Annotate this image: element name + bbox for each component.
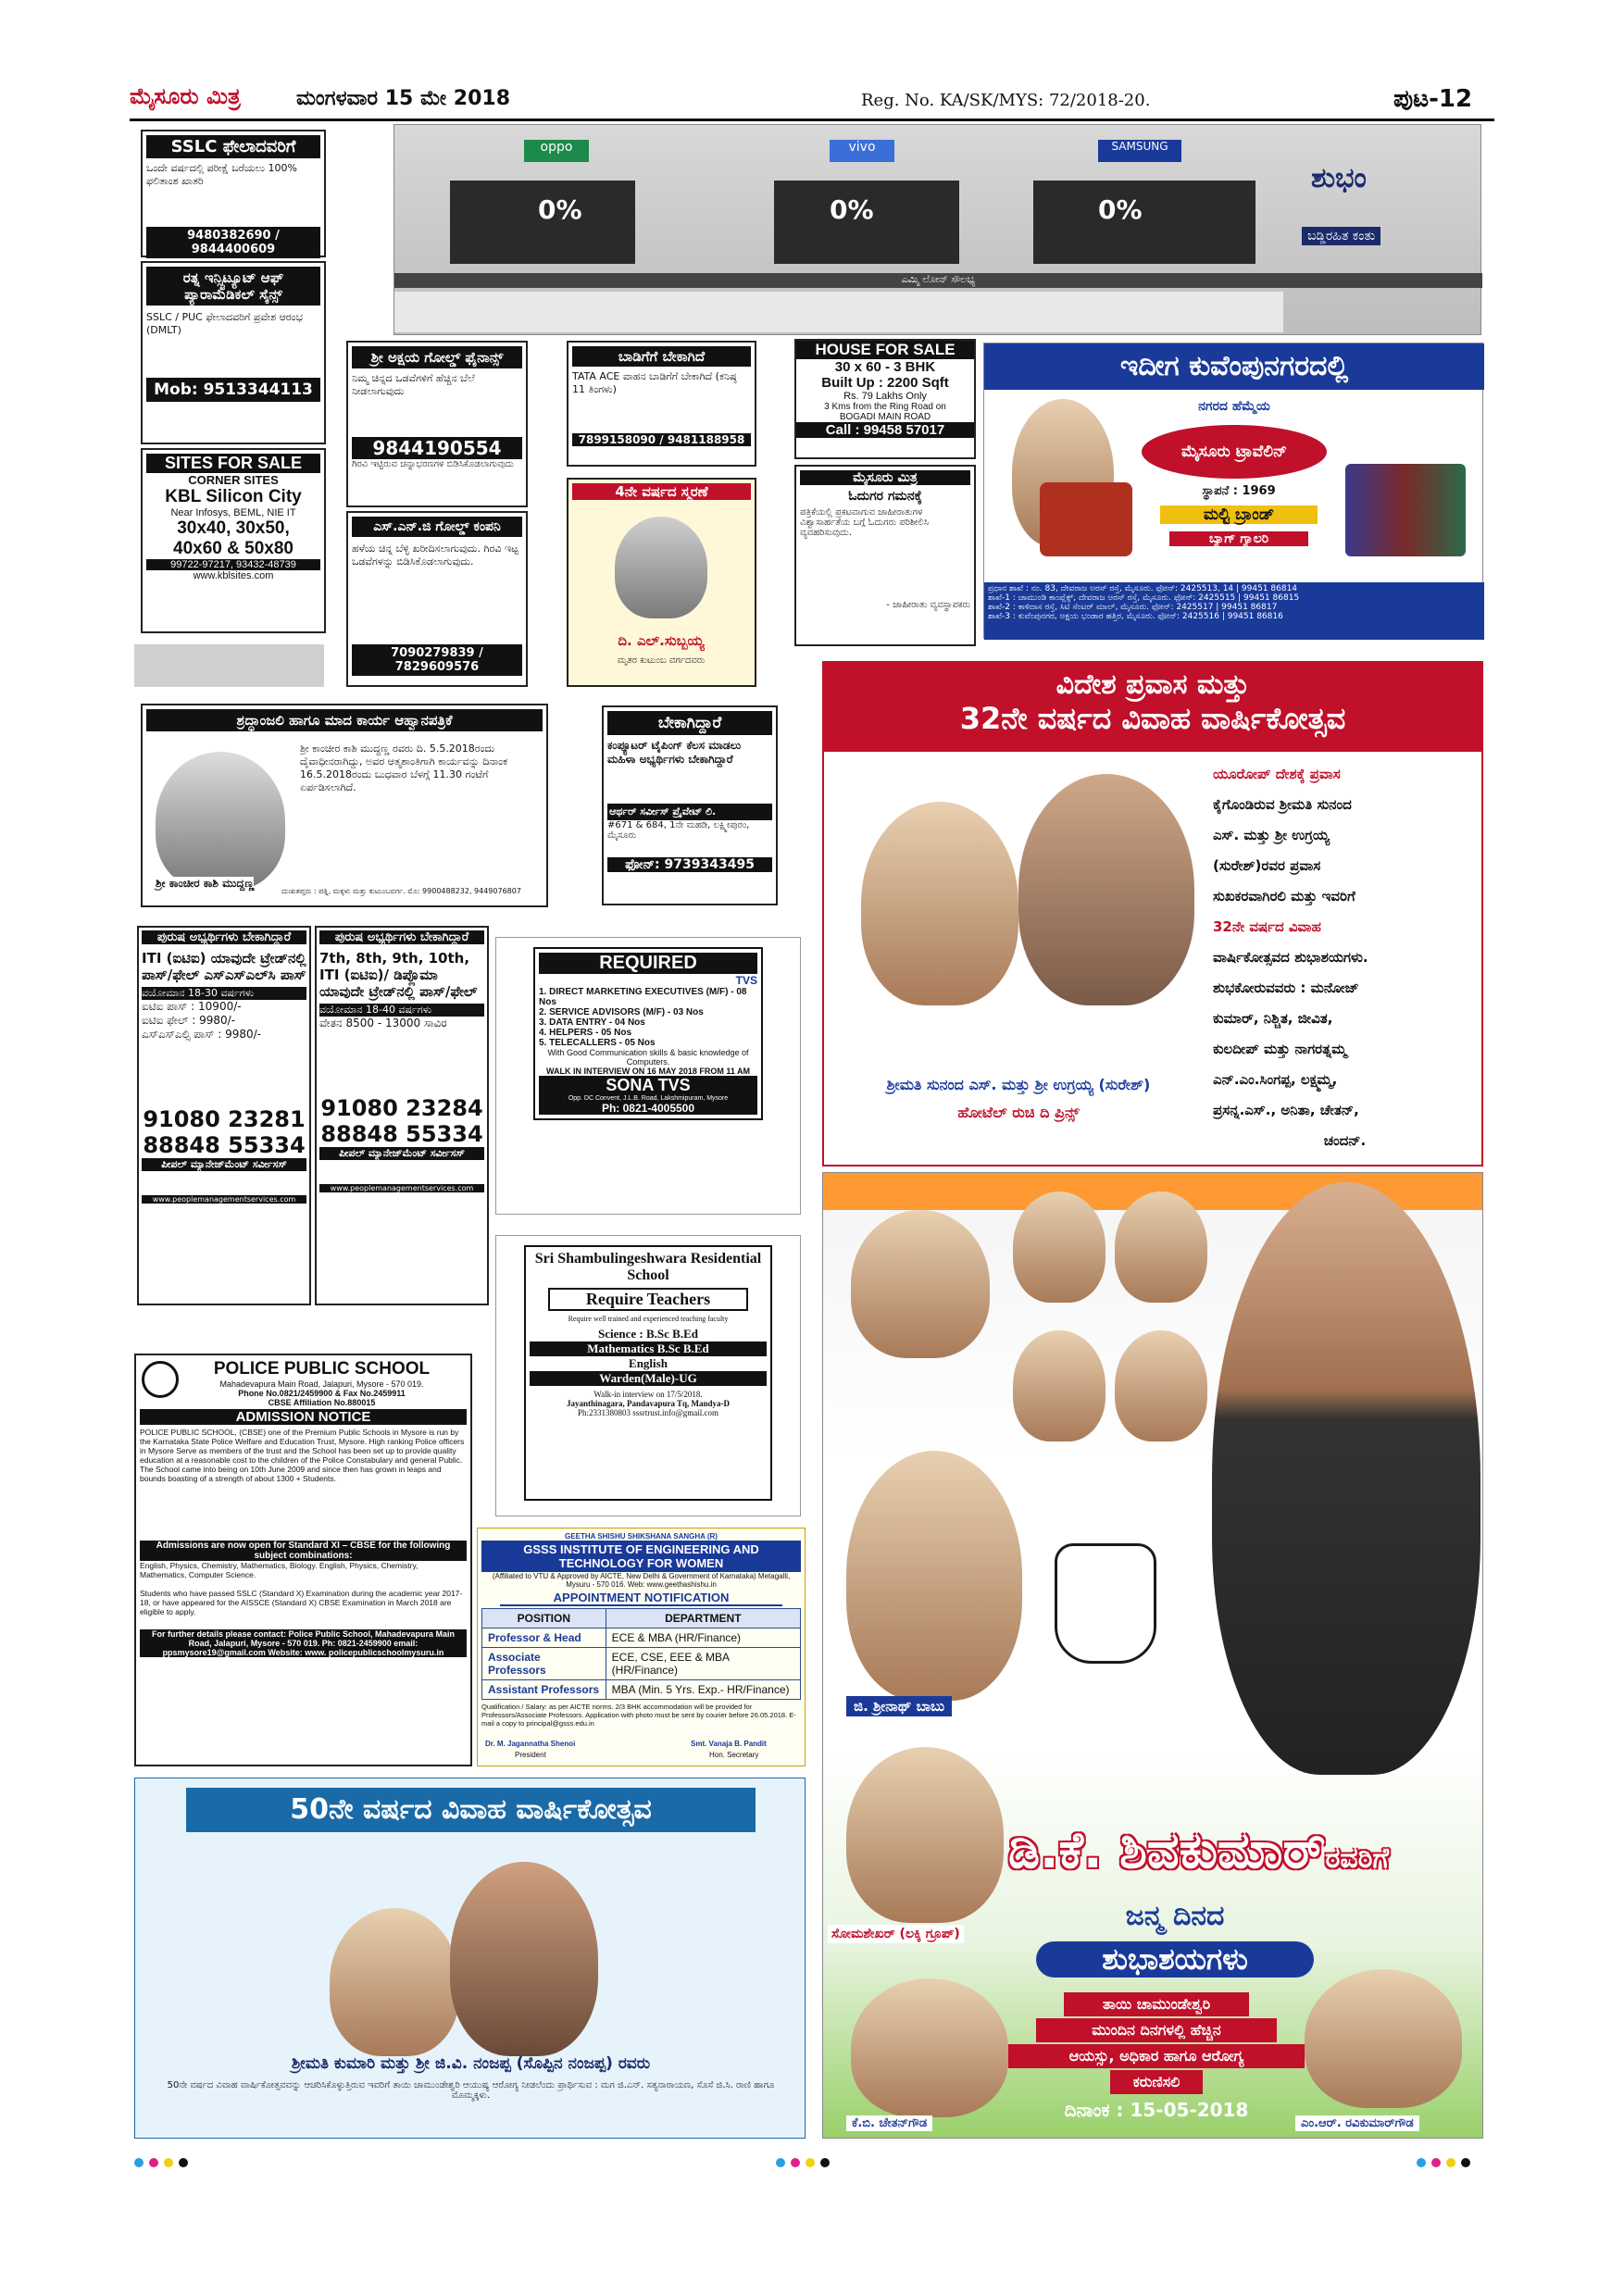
house-ad [794,339,976,459]
iti1-salary-3: ಎಸ್ಎಸ್ಎಲ್ಸಿ ಪಾಸ್ : 9980/- [142,1028,262,1041]
sites-phone: 99722-97217, 93432-48739 [146,559,320,570]
gsss-title: GSSS INSTITUTE OF ENGINEERING AND TECHNOLOGY FOR WOMEN [481,1541,801,1572]
sslc-phone: 9480382690 / 9844400609 [146,227,320,258]
tvs-note: With Good Communication skills & basic knowledge of Computers. [547,1048,749,1067]
anniv32-title: ವಿದೇಶ ಪ್ರವಾಸ ಮತ್ತು [1056,668,1250,701]
akshaya-body: ನಿಮ್ಮ ಚಿನ್ನದ ಒಡವೆಗಳಿಗೆ ಹೆಚ್ಚಿನ ಬೆಲೆ ನೀಡಲಾಗುವುದು [352,372,475,397]
leader-photo-4 [1013,1330,1106,1441]
gsss-department: MBA (Min. 5 Yrs. Exp.- HR/Finance) [606,1680,800,1700]
tvs-walkin: WALK IN INTERVIEW ON 16 MAY 2018 FROM 11 AM [545,1067,751,1076]
registration-dots-center [776,2153,835,2171]
anniv32-line: ಯೂರೋಪ್ ದೇಶಕ್ಕೆ ಪ್ರವಾಸ [1213,766,1341,782]
reader-notice [794,465,976,646]
gsss-department: ECE, CSE, EEE & MBA (HR/Finance) [606,1648,800,1680]
gsss-trust: GEETHA SHISHU SHIKSHANA SANGHA (R) [565,1532,718,1541]
ripm-mobile: Mob: 9513344113 [146,378,320,402]
gsss-president-title: President [515,1751,546,1759]
shambu-walkin: Walk-in interview on 17/5/2018. [593,1390,703,1399]
ravikumar-photo [1305,1969,1462,2108]
anniv32-line: ವಾರ್ಷಿಕೋತ್ಸವದ ಶುಭಾಶಯಗಳು. [1213,949,1368,966]
police-title: POLICE PUBLIC SCHOOL [213,1359,431,1379]
iti-ad-1 [137,926,311,1305]
dks-title [1008,1821,1471,1880]
leader-photo-1 [851,1210,990,1358]
wife-photo [861,802,1018,1005]
shambu-address: Jayanthinagara, Pandavapura Tq, Mandya-D [566,1399,731,1408]
banner-strip: ಎಮ್ಮಿ ಲೋನ್ ಸೌಲಭ್ಯ [394,273,1482,288]
police-admissions: Admissions are now open for Standard XI – CBSE for the following subject combinations: [140,1541,467,1561]
anniv32-header [824,663,1481,752]
anniv50-husband-photo [450,1862,598,2056]
mobile-banner [394,124,1481,335]
dks-blessing [1008,1992,1305,2096]
rent-title: ಬಾಡಿಗೆಗೆ ಬೇಕಾಗಿದೆ [572,346,751,367]
gsss-col-department: DEPARTMENT [606,1609,800,1628]
anniv50-body: 50ನೇ ವರ್ಷದ ವಿವಾಹ ವಾರ್ಷಿಕೋತ್ಸವವನ್ನು ಆಚರಿಸಿಕೊಳ್ಳುತ್ತಿರುವ ಇವರಿಗೆ ತಾಯಿ ಚಾಮುಂಡೇಶ್ವರಿ ಆಯುಷ್ಯ ಆರೋಗ್ಯ ನೀಡಲೆಂದು ಪ್ರಾರ್ಥಿಸುವ : ಮಗ ಜಿ.ಎನ್. ಸತ್ಯನಾರಾಯಣ, ಸೊಸೆ ಜಿ.ಸಿ. ರಾಣಿ ಹಾಗೂ ಮೊಮ್ಮಕ್ಕಳು. [167,2080,775,2101]
shraddhanjali-name: ಶ್ರೀ ಕಾಂಚೀರ ಕಾಶಿ ಮುದ್ದಣ್ಣ [156,877,255,890]
kuvempu-ad [983,343,1483,639]
kuvempu-logo: ಮೈಸೂರು ಟ್ರಾವೆಲಿನ್ [1142,425,1327,479]
iti1-salary-1: ಐಟಿಐ ಪಾಸ್ : 10900/- [142,1000,242,1013]
shraddhanjali-title: ಶ್ರದ್ಧಾಂಜಲಿ ಹಾಗೂ ಮಾದ ಕಾರ್ಯ ಆಹ್ವಾನಪತ್ರಿಕೆ [146,709,543,731]
anniv32-ad [822,661,1483,1167]
iti1-body: ITI (ಐಟಿಐ) ಯಾವುದೇ ಟ್ರೇಡ್‌ನಲ್ಲಿ ಪಾಸ್/ಫೇಲ್ ಎಸ್‌ಎಸ್‌ಎಲ್‌ಸಿ ಪಾಸ್ [142,950,306,983]
srinath-photo [846,1451,1022,1701]
gsss-affiliation: (Affiliated to VTU & Approved by AICTE, New Delhi & Government of Karnataka) Metagalli, Mysuru - 570 016. Web: www.geethashishu.in [492,1572,791,1589]
anniv50-caption: ಶ್ರೀಮತಿ ಕುಮಾರಿ ಮತ್ತು ಶ್ರೀ ಜಿ.ವಿ. ನಂಜಪ್ಪ (ಸೊಪ್ಪಿನ ನಂಜಪ್ಪ) ರವರು [291,2054,651,2073]
anniv32-message [1213,759,1477,1156]
police-eligibility: Students who have passed SSLC (Standard X) Examination during the academic year 2017-18, or have appeared for the AISSCE (Standard X) CBSE Examination in March 2018 are eligible to apply. [140,1589,463,1616]
tvs-item: 3. DATA ENTRY - 04 Nos [539,1017,645,1028]
shambu-ad [495,1235,801,1516]
brand-vivo-label: vivo [848,140,876,155]
akshaya-phone: 9844190554 [352,437,522,459]
sslc-body: ಒಂದೇ ವರ್ಷದಲ್ಲಿ ಪರೀಕ್ಷೆ ಬರೆಯಲು 100% ಫಲಿತಾಂಶ ಖಾತರಿ [146,162,297,187]
chetan-photo [851,1978,1008,2117]
gsss-qualification: Qualification / Salary: as per AICTE norms. 2/3 BHK accommodation will be provided for Professors/Associate Professors. Application with photo must be sent by courier before 26.05.2018. E-mail a copy to principal@gsss.edu.in [481,1703,796,1728]
kuvempu-address-4: ಶಾಖೆ-3 : ಕುವೆಂಪುನಗರ, ಅಕ್ಷಯ ಭಂಡಾರ ಹತ್ತಿರ, ಮೈಸೂರು. ಫೋನ್: 2425516 | 99451 86816 [988,612,1283,621]
sng-phone: 7090279839 / 7829609576 [352,644,522,676]
husband-photo [1018,774,1194,1005]
sites-title: SITES FOR SALE [146,454,320,473]
notice-sub: ಓದುಗರ ಗಮನಕ್ಕೆ [848,489,922,504]
gsss-ad [477,1528,806,1766]
ripm-body: SSLC / PUC ಫೇಲಾದವರಿಗೆ ಪ್ರವೇಶ ಆರಂಭ (DMLT) [146,311,304,336]
registration-dots-left [134,2153,194,2171]
iti1-phone-1: 91080 23281 [143,1106,306,1132]
iti1-phone-2: 88848 55334 [143,1132,306,1158]
anniv32-line: ಸುಖಕರವಾಗಿರಲಿ ಮತ್ತು ಇವರಿಗೆ [1213,888,1355,905]
dks-line: ಆಯಸ್ಸು, ಅಧಿಕಾರ ಹಾಗೂ ಆರೋಗ್ಯ [1008,2044,1305,2068]
dks-name-somashekar: ಸೋಮಶೇಖರ್ (ಲಕ್ಕಿ ಗ್ರೂಪ್) [828,1925,964,1943]
ripm-title: ರತ್ನ ಇನ್ಸ್ಟಿಟ್ಯೂಟ್ ಆಫ್ ಪ್ಯಾರಾಮೆಡಿಕಲ್ ಸೈನ್ಸ್ [146,267,320,306]
brand-vivo [830,140,894,162]
house-line-2: Built Up : 2200 Sqft [821,375,949,391]
wanted-ad [602,705,778,905]
sites-name: KBL Silicon City [165,487,302,506]
shraddhanjali-ad [141,704,548,907]
dks-date: ದಿನಾಂಕ : 15-05-2018 [1064,2099,1249,2121]
grey-filler [134,644,324,687]
header-rule [130,119,1494,121]
rent-ad [567,341,756,467]
iti2-age: ವಯೋಮಾನ 18-40 ವರ್ಷಗಳು [319,1004,484,1017]
gsss-position: Associate Professors [482,1648,606,1680]
shambu-post: Warden(Male)-UG [530,1371,767,1386]
leader-photo-5 [1115,1330,1207,1441]
gsss-col-position: POSITION [482,1609,606,1628]
sites-size-2: 40x60 & 50x80 [173,539,294,558]
anniv32-line: (ಸುರೇಶ್)ರವರ ಪ್ರವಾಸ [1213,857,1321,874]
police-school-ad [134,1354,472,1766]
police-notice: ADMISSION NOTICE [140,1409,467,1425]
offer-3: 0% [1098,194,1143,225]
police-body: POLICE PUBLIC SCHOOL, (CBSE) one of the Premium Public Schools in Mysore is run by the Karnataka State Police Welfare and Education Trust, Mysore. High ranking Police officers in Mysore Serve as members of the trust and the School has been set up to provide quality education at a reasonable cost to the children of the Police Constabulary and general Public. The School came into being on 10th June 2009 and since then has grown in leaps and bounds boasting of a strength of about 1300 + Students. [140,1428,465,1483]
anniv32-caption-2: ಹೋಟೆಲ್ ರುಚಿ ದಿ ಪ್ರಿನ್ಸ್ [957,1104,1080,1121]
iti2-web: www.peoplemanagementservices.com [319,1184,484,1192]
akshaya-sub: ಗಿರವಿ ಇಟ್ಟಿರುವ ಚಿನ್ನಾಭರಣಗಳ ಬಿಡಿಸಿಕೊಡಲಾಗುವುದು [352,459,514,469]
wanted-address: #671 & 684, 1ನೇ ಮಹಡಿ, ಲಕ್ಷ್ಮೀಪುರಂ, ಮೈಸೂರು [607,820,750,841]
dks-title-name: ಡಿ.ಕೆ. ಶಿವಕುಮಾರ್ [1008,1821,1326,1879]
notice-sign: - ಜಾಹೀರಾತು ವ್ಯವಸ್ಥಾಪಕರು [886,600,970,610]
sites-sub: CORNER SITES [188,473,279,487]
offer-2: 0% [830,194,874,225]
kuvempu-brand: ಮಲ್ಟಿ ಬ್ರಾಂಡ್ [1160,505,1318,524]
police-phone: Phone No.0821/2459900 & Fax No.2459911 [238,1389,406,1398]
iti1-title: ಪುರುಷ ಅಭ್ಯರ್ಥಿಗಳು ಬೇಕಾಗಿದ್ದಾರೆ [142,930,306,944]
handbag-image [1040,482,1132,556]
dks-wish-1: ಜನ್ಮ ದಿನದ [1125,1900,1225,1932]
brand-samsung-label: SAMSUNG [1111,140,1168,153]
iti2-title: ಪುರುಷ ಅಭ್ಯರ್ಥಿಗಳು ಬೇಕಾಗಿದ್ದಾರೆ [319,930,484,944]
shop-logo: ಶುಭಂ [1311,162,1367,194]
police-subjects: English, Physics, Chemistry, Mathematics, Biology. English, Physics, Chemistry, Mathematics, Computer Science. [140,1561,418,1579]
smarana-photo [615,517,707,618]
iti1-company: ಪೀಪಲ್ ಮ್ಯಾನೇಜ್‌ಮೆಂಟ್ ಸರ್ವೀಸಸ್ [142,1158,306,1171]
house-line-4: 3 Kms from the Ring Road on [824,402,946,412]
table-row [482,1628,801,1648]
anniv32-line: ಶುಭಕೋರುವವರು : ಮನೋಜ್ [1213,980,1359,996]
shambu-post: Mathematics B.Sc B.Ed [530,1341,767,1356]
tvs-ad [495,937,801,1215]
iti1-salary-2: ಐಟಿಐ ಫೇಲ್ : 9980/- [142,1014,236,1027]
shambu-phone: Ph:2331380803 sssrtrust.info@gmail.com [577,1408,719,1417]
anniv32-caption: ಶ್ರೀಮತಿ ಸುನಂದ ಎಸ್. ಮತ್ತು ಶ್ರೀ ಉಗ್ರಯ್ಯ (ಸುರೇಶ್) [886,1076,1151,1093]
dks-line: ಮುಂದಿನ ದಿನಗಳಲ್ಲಿ ಹೆಚ್ಚಿನ [1036,2018,1277,2042]
kuvempu-tag: ನಗರದ ಹೆಮ್ಮೆಯ [1198,399,1270,414]
anniv50-wife-photo [330,1908,459,2056]
iti1-web: www.peoplemanagementservices.com [142,1195,306,1204]
emi-note: ಬಡ್ಡಿರಹಿತ ಕಂತು [1302,227,1380,245]
kuvempu-title: ಇದೀಗ ಕುವೆಂಪುನಗರದಲ್ಲಿ [984,343,1484,390]
house-title: HOUSE FOR SALE [796,341,974,359]
dks-main-photo [1212,1182,1480,1775]
dks-ad [822,1172,1483,2139]
dks-title-suffix: ರವರಿಗೆ [1325,1842,1389,1875]
leader-photo-3 [1115,1192,1207,1303]
gsss-president: Dr. M. Jagannatha Shenoi [485,1740,576,1748]
wanted-title: ಬೇಕಾಗಿದ್ದಾರೆ [607,711,772,735]
luggage-image [1345,464,1466,556]
shambu-title: Sri Shambulingeshwara Residential School [534,1251,762,1283]
house-line-5: BOGADI MAIN ROAD [839,412,931,422]
smarana-title: 4ನೇ ವರ್ಷದ ಸ್ಮರಣೆ [572,483,751,500]
gsss-notice: APPOINTMENT NOTIFICATION [500,1591,782,1606]
kuvempu-address-2: ಶಾಖೆ-1 : ಚಾಮುಂಡಿ ಕಾಂಪ್ಲೆಕ್ಸ್, ದೇವರಾಜ ಅರಸ್ ರಸ್ತೆ, ಮೈಸೂರು. ಫೋನ್: 2425515 | 99451 86815 [988,593,1300,603]
gsss-secretary: Smt. Vanaja B. Pandit [691,1740,767,1748]
tvs-item: 4. HELPERS - 05 Nos [539,1028,632,1038]
masthead-title: ಮೈಸೂರು ಮಿತ್ರ [130,83,241,109]
anniv32-line: ಎನ್.ಎಂ.ಸಿಂಗಪ್ಪ, ಲಕ್ಷ್ಮಮ್ಮ, [1213,1071,1338,1088]
brand-oppo [524,140,589,162]
anniv32-line: ಚಂದನ್. [1323,1132,1367,1149]
tvs-address: Opp. DC Convent, J.L.B. Road, Lakshmipuram, Mysore [539,1095,757,1102]
house-call: Call : 99458 57017 [796,422,974,438]
table-row [482,1648,801,1680]
shraddhanjali-body: ಶ್ರೀ ಕಾಂಚೀರ ಕಾಶಿ ಮುದ್ದಣ್ಣ ರವರು ದಿ. 5.5.2018ರಂದು ದೈವಾಧೀನರಾಗಿದ್ದು, ಅವರ ಆತ್ಮಶಾಂತಿಗಾಗಿ ಕಾರ್ಯವನ್ನು ದಿನಾಂಕ 16.5.2018ರಂದು ಬುಧವಾರ ಬೆಳಗ್ಗೆ 11.30 ಗಂಟೆಗೆ ಏರ್ಪಡಿಸಲಾಗಿದೆ. [300,742,508,793]
gsss-table [481,1608,801,1700]
iti2-phone-1: 91080 23284 [320,1095,483,1121]
tvs-item: 1. DIRECT MARKETING EXECUTIVES (M/F) - 08 Nos [539,987,747,1007]
iti-ad-2 [315,926,489,1305]
gsss-secretary-title: Hon. Secretary [709,1751,759,1759]
shraddhanjali-foot: ದುಃಖತಪ್ತರು : ಪತ್ನಿ, ಮಕ್ಕಳು ಮತ್ತು ಕುಟುಂಬವರ್ಗ. ಮೊ: 9900488232, 9449076807 [281,887,521,895]
akshaya-title: ಶ್ರೀ ಅಕ್ಷಯ ಗೋಲ್ಡ್ ಫೈನಾನ್ಸ್ [352,346,522,368]
kuvempu-bags: ಬ್ಯಾಗ್ ಗ್ಯಾಲರಿ [1169,531,1308,546]
house-line-1: 30 x 60 - 3 BHK [834,359,936,375]
tvs-phone: Ph: 0821-4005500 [539,1102,757,1115]
smarana-ad [567,478,756,687]
issue-date: ಮಂಗಳವಾರ 15 ಮೇ 2018 [296,87,511,110]
anniv50-title: 50ನೇ ವರ್ಷದ ವಿವಾಹ ವಾರ್ಷಿಕೋತ್ಸವ [186,1788,756,1832]
wanted-company: ಆರ್ಥರ್ ಸರ್ವೀಸ್ ಪ್ರೈವೇಟ್ ಲಿ. [607,804,772,820]
table-row [482,1680,801,1700]
smarana-sub: ಮೃತರ ಕುಟುಂಬ ವರ್ಗದವರು [617,655,706,666]
dks-wish-2: ಶುಭಾಶಯಗಳು [1036,1941,1314,1978]
shambu-sub: Require well trained and experienced teaching faculty [568,1315,729,1323]
anniv32-title-2: 32ನೇ ವರ್ಷದ ವಿವಾಹ ವಾರ್ಷಿಕೋತ್ಸವ [959,701,1346,736]
dks-name-chetan: ಕೆ.ಬಿ. ಚೇತನ್‌ಗೌಡ [846,2115,932,2131]
iti2-body: 7th, 8th, 9th, 10th, ITI (ಐಟಿಐ)/ ಡಿಪ್ಲೊಮಾ ಯಾವುದೇ ಟ್ರೇಡ್‌ನಲ್ಲಿ ಪಾಸ್/ಫೇಲ್ [319,950,478,1000]
school-emblem-icon [142,1361,179,1398]
sng-body: ಹಳೆಯ ಚಿನ್ನ ಬೆಳ್ಳಿ ಖರೀದಿಸಲಾಗುವುದು. ಗಿರವಿ ಇಟ್ಟ ಒಡವೆಗಳನ್ನು ಬಿಡಿಸಿಕೊಡಲಾಗುವುದು. [352,543,519,568]
sng-title: ಎಸ್.ಎನ್.ಜಿ ಗೋಲ್ಡ್ ಕಂಪನಿ [352,517,522,537]
kuvempu-address-block [984,582,1484,640]
ripm-ad [141,261,326,444]
sites-near: Near Infosys, BEML, NIE IT [170,507,296,518]
brand-oppo-label: oppo [540,140,573,155]
iti2-company: ಪೀಪಲ್ ಮ್ಯಾನೇಜ್‌ಮೆಂಟ್ ಸರ್ವೀಸಸ್ [319,1147,484,1160]
wanted-phone: ಫೋನ್: 9739343495 [607,857,772,872]
page-number: ಪುಟ-12 [1393,85,1473,113]
tvs-company: SONA TVS [539,1076,757,1095]
akshaya-ad [346,341,528,507]
brand-samsung [1098,140,1181,162]
dks-name-srinath: ಜಿ. ಶ್ರೀನಾಥ್ ಬಾಬು [846,1696,952,1716]
police-address: Mahadevapura Main Road, Jalapuri, Mysore - 570 019. [219,1379,424,1389]
tvs-title: REQUIRED [539,953,757,974]
tvs-brand: TVS [735,974,757,987]
police-contact: For further details please contact: Police Public School, Mahadevapura Main Road, Jalapuri, Mysore - 570 019. Ph: 0821-2459900 email: ppsmysore19@gmail.com Website: www. policepublicschoolmysuru.in [140,1629,467,1657]
wanted-body: ಕಂಪ್ಯೂಟರ್ ಟೈಪಿಂಗ್ ಕೆಲಸ ಮಾಡಲು ಮಹಿಳಾ ಅಭ್ಯರ್ಥಿಗಳು ಬೇಕಾಗಿದ್ದಾರೆ [607,739,742,766]
anniv32-line: ಕುಮಾರ್, ನಿಶ್ಚಿತ, ಜೀವಿತ, [1213,1010,1333,1027]
house-line-3: Rs. 79 Lakhs Only [843,391,927,402]
sng-ad [346,511,528,687]
anniv32-line: 32ನೇ ವರ್ಷದ ವಿವಾಹ [1213,918,1321,935]
dks-line: ತಾಯಿ ಚಾಮುಂಡೇಶ್ವರಿ [1064,1992,1249,2016]
leader-photo-2 [1013,1192,1106,1303]
somashekar-photo [846,1747,1004,1923]
registration-number: Reg. No. KA/SK/MYS: 72/2018-20. [861,91,1151,110]
shraddhanjali-photo [156,752,285,891]
offer-1: 0% [538,194,582,225]
kuvempu-address-3: ಶಾಖೆ-2 : ಕಾಳಿದಾಸ ರಸ್ತೆ, ಸಿಟಿ ಸೆಂಟರ್ ಮಾಲ್, ಮೈಸೂರು. ಫೋನ್: 2425517 | 99451 86817 [988,603,1278,612]
sites-ad [141,448,326,633]
sites-size-1: 30x40, 30x50, [177,518,290,538]
phone-group-3 [1033,181,1255,264]
gsss-position: Assistant Professors [482,1680,606,1700]
dks-name-ravikumar: ಎಂ.ಆರ್. ರವಿಕುಮಾರ್‌ಗೌಡ [1295,2115,1419,2131]
shambu-require: Require Teachers [548,1288,748,1311]
dks-line: ಕರುಣಿಸಲಿ [1110,2070,1203,2094]
rent-body: TATA ACE ವಾಹನ ಬಾಡಿಗೆಗೆ ಬೇಕಾಗಿದೆ (ಕನಿಷ್ಠ 11 ತಿಂಗಳು) [572,370,737,395]
sslc-ad [141,130,326,257]
gsss-department: ECE & MBA (HR/Finance) [606,1628,800,1648]
anniv50-ad [134,1778,806,2139]
kuvempu-since: ಸ್ಥಾಪನೆ : 1969 [1202,484,1276,498]
registration-dots-right [1417,2153,1476,2171]
anniv32-line: ಎಸ್. ಮತ್ತು ಶ್ರೀ ಉಗ್ರಯ್ಯ [1213,827,1330,843]
shambu-post: English [629,1356,668,1370]
masthead-logo [130,83,296,117]
smarana-name: ದಿ. ಎಲ್.ಸುಬ್ಬಯ್ಯ [618,632,705,649]
anniv32-line: ಕೈಗೊಂಡಿರುವ ಶ್ರೀಮತಿ ಸುನಂದ [1213,796,1352,813]
kuvempu-address-1: ಪ್ರಧಾನ ಶಾಖೆ : ನಂ. 83, ದೇವರಾಜ ಅರಸ್ ರಸ್ತೆ, ಮೈಸೂರು. ಫೋನ್: 2425513, 14 | 99451 86814 [988,584,1298,593]
police-cbse: CBSE Affiliation No.880015 [268,1398,376,1407]
notice-title: ಮೈಸೂರು ಮಿತ್ರ [800,470,970,485]
rent-phone: 7899158090 / 9481188958 [572,433,751,446]
tvs-item: 2. SERVICE ADVISORS (M/F) - 03 Nos [539,1007,704,1017]
iti2-phone-2: 88848 55334 [320,1121,483,1147]
notice-body: ಪತ್ರಿಕೆಯಲ್ಲಿ ಪ್ರಕಟವಾಗುವ ಜಾಹೀರಾತುಗಳ ವಿಶ್ವಾಸಾರ್ಹತೆಯ ಬಗ್ಗೆ ಓದುಗರು ಪರಿಶೀಲಿಸಿ ವ್ಯವಹರಿಸುವುದು. [800,507,929,538]
gsss-position: Professor & Head [482,1628,606,1648]
sites-web: www.kblsites.com [193,570,274,581]
iti1-age: ವಯೋಮಾನ 18-30 ವರ್ಷಗಳು [142,987,306,1000]
congress-hand-icon [1055,1543,1156,1664]
anniv32-line: ಪ್ರಸನ್ನ.ಎಸ್., ಅನಿತಾ, ಚೇತನ್, [1213,1102,1359,1118]
iti2-salary-1: ವೇತನ 8500 - 13000 ಸಾವಿರ [319,1017,447,1029]
sslc-title: SSLC ಫೇಲಾದವರಿಗೆ [146,135,320,158]
branch-strip [394,292,1283,332]
anniv32-line: ಕುಲದೀಪ್ ಮತ್ತು ನಾಗರತ್ನಮ್ಮ [1213,1041,1347,1057]
shambu-post: Science : B.Sc B.Ed [598,1327,698,1341]
tvs-item: 5. TELECALLERS - 05 Nos [539,1038,656,1048]
